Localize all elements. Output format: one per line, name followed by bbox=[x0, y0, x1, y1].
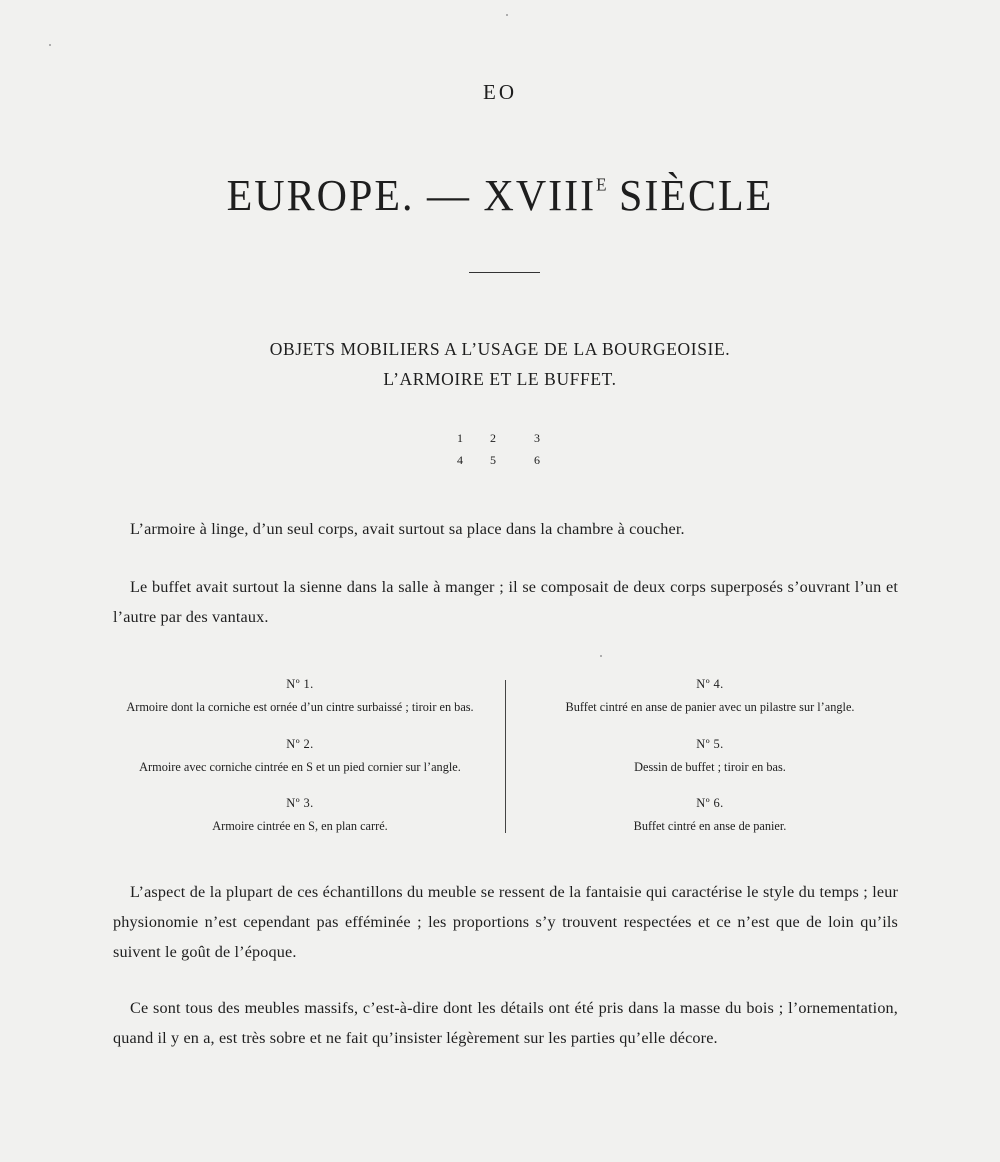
caption-number: Nº 6. bbox=[696, 796, 724, 810]
title-main: EUROPE. — XVIII bbox=[226, 171, 597, 221]
paper-speck bbox=[49, 44, 51, 46]
caption-number: Nº 4. bbox=[696, 677, 724, 691]
plate-number: 2 bbox=[490, 431, 496, 445]
captions-right-column bbox=[510, 672, 910, 851]
plate-number: 6 bbox=[534, 453, 540, 467]
paragraph-armoire: L’armoire à linge, d’un seul corps, avait surtout sa place dans la chambre à coucher. bbox=[130, 520, 685, 538]
caption-entry bbox=[510, 732, 910, 792]
caption-text: Buffet cintré en anse de panier. bbox=[633, 819, 787, 833]
paper-speck bbox=[506, 14, 508, 16]
caption-number: Nº 2. bbox=[286, 736, 314, 751]
caption-number: Nº 3. bbox=[286, 796, 314, 810]
caption-entry bbox=[510, 791, 910, 851]
subtitle-line-1: OBJETS MOBILIERS A L’USAGE DE LA BOURGEOISIE. bbox=[269, 339, 731, 359]
caption-entry bbox=[100, 732, 500, 792]
plate-code: EO bbox=[483, 80, 517, 104]
caption-entry bbox=[100, 791, 500, 851]
plate-number: 4 bbox=[457, 453, 463, 467]
caption-text: Armoire dont la corniche est ornée d’un cintre surbaissé ; tiroir en bas. bbox=[126, 700, 474, 714]
caption-text: Armoire cintrée en S, en plan carré. bbox=[212, 819, 388, 833]
title-superscript: E bbox=[596, 174, 607, 195]
caption-entry bbox=[100, 672, 500, 732]
caption-text: Dessin de buffet ; tiroir en bas. bbox=[634, 759, 786, 774]
caption-number: Nº 1. bbox=[286, 677, 314, 691]
plate-number-grid bbox=[449, 431, 561, 468]
caption-number: Nº 5. bbox=[696, 736, 724, 751]
paragraph-meubles-massifs: Ce sont tous des meubles massifs, c’est-à-dire dont les détails ont été pris dans la masse du bois ; l’ornementation, quand il y en a, est très sobre et ne fait qu’insister légèrement sur les parties qu’elle décore. bbox=[113, 999, 898, 1047]
paragraph-buffet: Le buffet avait surtout la sienne dans la salle à manger ; il se composait de deux corps superposés s’ouvrant l’un et l’autre par des vantaux. bbox=[113, 578, 898, 626]
title-divider bbox=[469, 272, 540, 273]
plate-number: 5 bbox=[490, 453, 496, 467]
caption-text: Armoire avec corniche cintrée en S et un pied cornier sur l’angle. bbox=[139, 759, 461, 774]
caption-entry bbox=[510, 672, 910, 732]
page-title bbox=[0, 171, 1000, 222]
column-divider bbox=[505, 680, 506, 833]
subtitle-line-2: L’ARMOIRE ET LE BUFFET. bbox=[383, 369, 617, 389]
plate-number: 1 bbox=[457, 431, 463, 445]
caption-text: Buffet cintré en anse de panier avec un pilastre sur l’angle. bbox=[565, 700, 855, 714]
plate-number: 3 bbox=[534, 431, 540, 445]
title-end: SIÈCLE bbox=[606, 171, 774, 221]
captions-left-column bbox=[100, 672, 500, 851]
paper-speck bbox=[600, 655, 602, 657]
paragraph-aspect: L’aspect de la plupart de ces échantillons du meuble se ressent de la fantaisie qui caractérise le style du temps ; leur physionomie n’est cependant pas efféminée ; les proportions s’y trouvent respectées et ce n’est que de loin qu’ils suivent le goût de l’époque. bbox=[113, 883, 898, 961]
